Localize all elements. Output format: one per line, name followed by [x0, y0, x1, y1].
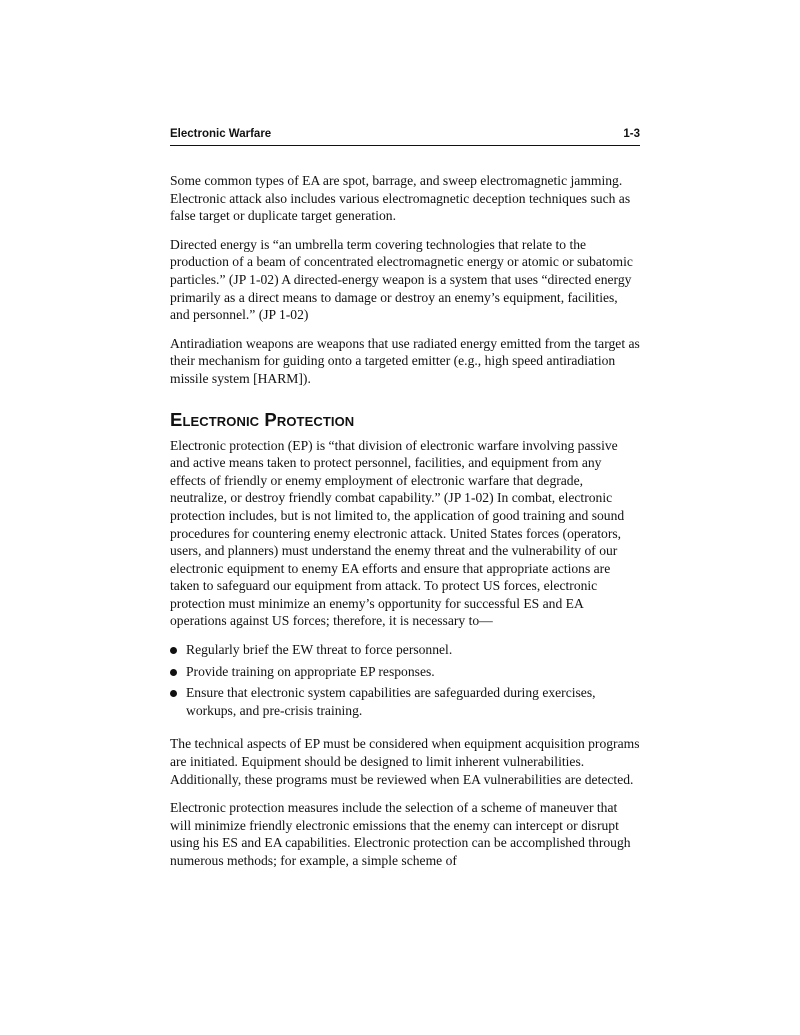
list-item: [170, 684, 640, 719]
list-item-text: Ensure that electronic system capabilities are safeguarded during exercises, workups, and pre-crisis training.: [186, 685, 596, 718]
running-header: [170, 127, 640, 146]
paragraph-antiradiation: Antiradiation weapons are weapons that use radiated energy emitted from the target as their mechanism for guiding onto a targeted emitter (e.g., high speed antiradiation missile system [HARM]).: [170, 335, 640, 386]
section-heading: Electronic Protection: [170, 408, 355, 430]
header-title: Electronic Warfare: [170, 128, 272, 140]
document-page: [170, 0, 640, 1035]
bullet-icon: [170, 669, 177, 676]
list-item: [170, 641, 640, 659]
bullet-icon: [170, 647, 177, 654]
page-number: 1-3: [623, 128, 640, 140]
list-item-text: Regularly brief the EW threat to force personnel.: [186, 642, 453, 658]
paragraph-ea-types: Some common types of EA are spot, barrage, and sweep electromagnetic jamming. Electronic attack also includes various electromagnetic deception techniques such as false target or duplicate target generation.: [170, 173, 631, 224]
list-item: [170, 663, 640, 681]
bullet-icon: [170, 690, 177, 697]
paragraph-ep-definition: Electronic protection (EP) is “that division of electronic warfare involving passive and active means taken to protect personnel, facilities, and equipment from any effects of friendly or enemy employment of electronic warfare that degrade, neutralize, or destroy friendly combat capability.” (JP 1-02) In combat, electronic protection includes, but is not limited to, the application of good training and sound procedures for countering enemy electronic attack. United States forces (operators, users, and planners) must understand the enemy threat and the vulnerability of our electronic equipment to enemy EA efforts and ensure that appropriate actions are taken to safeguard our equipment from attack. To protect US forces, electronic protection must minimize an enemy’s opportunity for successful ES and EA operations against US forces; therefore, it is necessary to—: [170, 437, 625, 629]
paragraph-technical-aspects: The technical aspects of EP must be considered when equipment acquisition programs are initiated. Equipment should be designed to limit inherent vulnerabilities. Additionally, these programs must be reviewed when EA vulnerabilities are detected.: [170, 736, 640, 787]
bullet-list: [170, 641, 640, 719]
paragraph-directed-energy: Directed energy is “an umbrella term covering technologies that relate to the production of a beam of concentrated electromagnetic energy or atomic or subatomic particles.” (JP 1-02) A directed-energy weapon is a system that uses “directed energy primarily as a direct means to damage or destroy an enemy’s equipment, facilities, and personnel.” (JP 1-02): [170, 236, 633, 323]
paragraph-ep-measures: Electronic protection measures include the selection of a scheme of maneuver that will minimize friendly electronic emissions that the enemy can intercept or disrupt using his ES and EA capabilities. Electronic protection can be accomplished through numerous methods; for example, a simple scheme of: [170, 800, 631, 868]
body-text: [170, 172, 640, 881]
list-item-text: Provide training on appropriate EP responses.: [186, 663, 435, 679]
